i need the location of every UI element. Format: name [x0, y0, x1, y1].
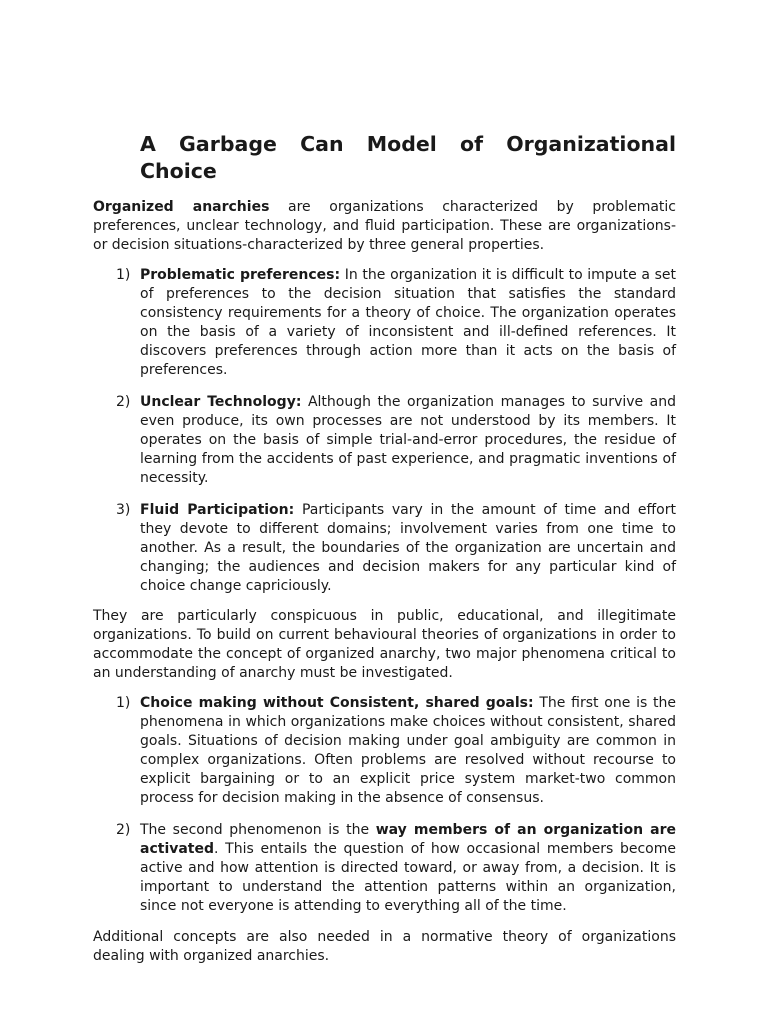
properties-list	[93, 266, 676, 596]
property-text: Participants vary in the amount of time and effort they devote to different domains; involvement varies from one time to another. As a result, the boundaries of the organization are uncertain and changing; the audiences and decision makers for any particular kind of choice change capriciously.	[140, 502, 676, 594]
phenomenon-term: Choice making without Consistent, shared goals:	[140, 695, 534, 711]
property-term: Problematic preferences:	[140, 267, 341, 283]
list-item	[93, 694, 676, 808]
closing-paragraph: Additional concepts are also needed in a normative theory of organizations dealing with organized anarchies.	[93, 929, 676, 964]
phenomenon-term: way members of an organization are activated	[140, 822, 676, 857]
list-item	[93, 266, 676, 380]
phenomenon-text-after: . This entails the question of how occasional members become active and how attention is directed toward, or away from, a decision. It is important to understand the attention patterns within an organization, since not everyone is attending to everything all of the time.	[140, 841, 676, 914]
phenomena-list	[93, 694, 676, 916]
property-term: Unclear Technology:	[140, 394, 302, 410]
phenomenon-text-before: The second phenomenon is the	[140, 822, 376, 838]
intro-text: are organizations characterized by problematic preferences, unclear technology, and fluid participation. These are organizations-or decision situations-characterized by three general properties.	[93, 199, 676, 253]
intro-paragraph	[93, 198, 676, 255]
property-term: Fluid Participation:	[140, 502, 295, 518]
list-number: 2)	[116, 394, 131, 410]
document-page	[93, 131, 676, 966]
list-item	[93, 501, 676, 596]
intro-lead-term: Organized anarchies	[93, 199, 270, 215]
list-number: 3)	[116, 502, 131, 518]
property-text: Although the organization manages to survive and even produce, its own processes are not understood by its members. It operates on the basis of simple trial-and-error procedures, the residue of learning from the accidents of past experience, and pragmatic inventions of necessity.	[140, 394, 676, 486]
list-item	[93, 393, 676, 488]
title-line-2: Choice	[140, 159, 217, 183]
property-text: In the organization it is difficult to impute a set of preferences to the decision situation that satisfies the standard consistency requirements for a theory of choice. The organization operates on the basis of a variety of inconsistent and ill-defined references. It discovers preferences through action more than it acts on the basis of preferences.	[140, 267, 676, 378]
middle-paragraph: They are particularly conspicuous in public, educational, and illegitimate organizations. To build on current behavioural theories of organizations in order to accommodate the concept of organized anarchy, two major phenomena critical to an understanding of anarchy must be investigated.	[93, 608, 676, 681]
phenomenon-text: The first one is the phenomena in which organizations make choices without consistent, shared goals. Situations of decision making under goal ambiguity are common in complex organizations. Often problems are resolved without recourse to explicit bargaining or to an explicit price system market-two common process for decision making in the absence of consensus.	[140, 695, 676, 806]
list-number: 1)	[116, 267, 131, 283]
list-item	[93, 821, 676, 916]
list-number: 1)	[116, 695, 131, 711]
document-title	[140, 131, 676, 185]
list-number: 2)	[116, 822, 131, 838]
title-line-1: A Garbage Can Model of Organizational	[140, 132, 676, 156]
